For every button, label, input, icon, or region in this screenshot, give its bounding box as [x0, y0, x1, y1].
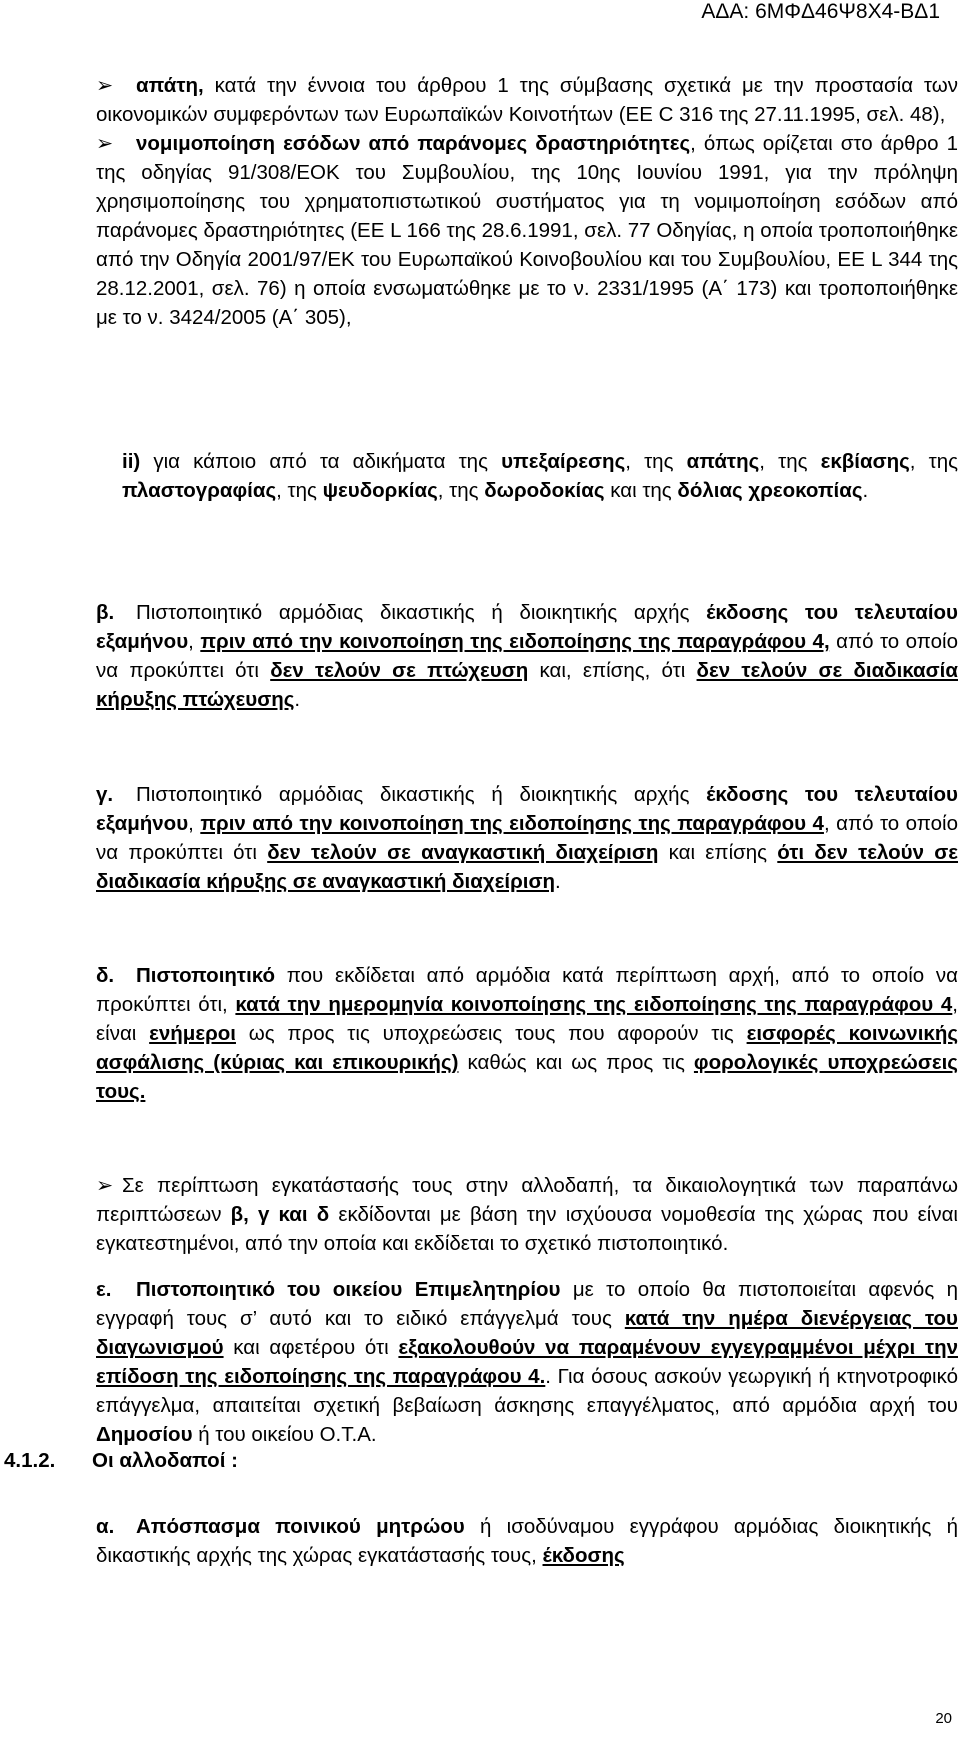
- clause-label: ii): [122, 450, 141, 473]
- text-run: ως προς τις υποχρεώσεις τους που αφορούν τις: [235, 1022, 747, 1045]
- text-run: και αφετέρου ότι: [223, 1336, 399, 1359]
- text-run: ή ισοδύναμου εγγράφου αρμόδιας διοικητικής ή δικαστικής αρχής της χώρας εγκατάστασής τους,: [96, 1515, 958, 1567]
- section-number: 4.1.2.: [4, 1449, 56, 1472]
- text-run: Πιστοποιητικό αρμόδιας δικαστικής ή διοικητικής αρχής: [136, 601, 707, 624]
- paragraph-beta: [96, 598, 958, 714]
- emphasis-run: έκδοσης του τελευταίου εξαμήνου: [96, 601, 958, 653]
- emphasis-run: Απόσπασμα ποινικού μητρώου: [136, 1515, 465, 1538]
- paragraph-label: δ.: [96, 964, 115, 987]
- text-run: , της: [759, 450, 821, 473]
- paragraph-gamma: [96, 780, 958, 896]
- paragraph-label: α.: [96, 1515, 115, 1538]
- underlined-emphasis: δεν τελούν σε αναγκαστική διαχείριση: [267, 841, 659, 864]
- text-run: Πιστοποιητικό αρμόδιας δικαστικής ή διοικητικής αρχής: [136, 783, 707, 806]
- section-title: Οι αλλοδαποί :: [92, 1449, 238, 1472]
- text-run: .: [862, 479, 869, 502]
- offence-term: υπεξαίρεσης: [501, 450, 626, 473]
- text-run: ή του οικείου Ο.Τ.Α.: [192, 1423, 377, 1446]
- item-text: , όπως ορίζεται στο άρθρο 1 της οδηγίας 91/308/ΕΟΚ του Συμβουλίου, της 10ης Ιουνίου 1991, για την πρόληψη χρησιμοποίησης του χρηματοπιστωτικού συστήματος για τη νομιμοποίηση εσόδων από παράνομες δραστηριότητες (ΕΕ L 166 της 28.6.1991, σελ. 77 Οδηγίας, η οποία τροποποιήθηκε από την Οδηγία 2001/97/ΕΚ του Ευρωπαϊκού Κοινοβουλίου και του Συμβουλίου, ΕΕ L 344 της 28.12.2001, σελ. 76) η οποία ενσωματώθηκε με το ν. 2331/1995 (Α΄ 173) και τροποποιήθηκε με το ν. 3424/2005 (Α΄ 305),: [96, 132, 958, 329]
- text-run: , της: [625, 450, 687, 473]
- text-run: για κάποιο από τα αδικήματα της: [140, 450, 502, 473]
- item-term: απάτη,: [136, 74, 204, 97]
- underlined-emphasis: πριν από την κοινοποίηση της ειδοποίησης της παραγράφου 4,: [200, 630, 830, 653]
- bullet-item-foreign-establishment: [96, 1171, 958, 1258]
- text-run: . Για όσους ασκούν γεωργική ή κτηνοτροφικό επάγγελμα, απαιτείται σχετική βεβαίωση άσκησης επαγγέλματος, από αρμόδια αρχή του: [96, 1365, 959, 1417]
- text-run: , της: [276, 479, 323, 502]
- arrowhead-bullet-icon: ➢: [96, 74, 114, 97]
- item-text: κατά την έννοια του άρθρου 1 της σύμβασης σχετικά με την προστασία των οικονομικών συμφερόντων των Ευρωπαϊκών Κοινοτήτων (ΕΕ C 316 της 27.11.1995, σελ. 48),: [96, 74, 958, 126]
- offence-term: ψευδορκίας: [322, 479, 438, 502]
- section-heading: [4, 1449, 238, 1473]
- text-run: και επίσης: [658, 841, 778, 864]
- offence-term: απάτης: [686, 450, 760, 473]
- text-run: με το οποίο θα πιστοποιείται αφενός η εγγραφή τους σ’ αυτό και το ειδικό επάγγελμά τους: [96, 1278, 958, 1330]
- underlined-emphasis: έκδοσης: [542, 1544, 625, 1567]
- item-term: νομιμοποίηση εσόδων από παράνομες δραστηριότητες: [136, 132, 691, 155]
- text-run: , είναι: [96, 993, 958, 1045]
- emphasis-run: Πιστοποιητικό: [136, 964, 276, 987]
- arrowhead-bullet-icon: ➢: [96, 132, 114, 155]
- text-run: , από το οποίο να προκύπτει ότι: [96, 812, 958, 864]
- paragraph-label: γ.: [96, 783, 114, 806]
- text-run: και της: [604, 479, 678, 502]
- offence-term: δωροδοκίας: [484, 479, 605, 502]
- paragraph-alpha: [96, 1512, 958, 1570]
- underlined-emphasis: πριν από την κοινοποίηση της ειδοποίησης της παραγράφου 4: [200, 812, 824, 835]
- emphasis-run: Δημοσίου: [96, 1423, 193, 1446]
- text-run: από το οποίο να προκύπτει ότι: [96, 630, 958, 682]
- text-run: Σε περίπτωση εγκατάστασής τους στην αλλοδαπή, τα δικαιολογητικά των παραπάνω περιπτώσεων: [96, 1174, 958, 1226]
- underlined-emphasis: εισφορές κοινωνικής ασφάλισης (κύριας και επικουρικής): [96, 1022, 958, 1074]
- text-run: εκδίδονται με βάση την ισχύουσα νομοθεσία της χώρας που είναι εγκατεστημένοι, από την οποία και εκδίδεται το σχετικό πιστοποιητικό.: [96, 1203, 958, 1255]
- offence-term: εκβίασης: [820, 450, 910, 473]
- bullet-item-fraud: [96, 71, 958, 129]
- text-run: ,: [188, 812, 201, 835]
- clause-ii: [122, 447, 958, 505]
- underlined-emphasis: κατά την ημερομηνία κοινοποίησης της ειδοποίησης της παραγράφου 4: [235, 993, 953, 1016]
- text-run: ,: [188, 630, 201, 653]
- text-run: καθώς και ως προς τις: [458, 1051, 694, 1074]
- emphasis-run: Πιστοποιητικό του οικείου Επιμελητηρίου: [136, 1278, 561, 1301]
- text-run: , της: [437, 479, 485, 502]
- text-run: που εκδίδεται από αρμόδια κατά περίπτωση αρχή, από το οποίο να προκύπτει ότι,: [96, 964, 958, 1016]
- paragraph-label: ε.: [96, 1278, 112, 1301]
- paragraph-label: β.: [96, 601, 115, 624]
- text-run: , της: [909, 450, 959, 473]
- offence-term: δόλιας χρεοκοπίας: [677, 479, 863, 502]
- bullet-item-money-laundering: [96, 129, 958, 332]
- text-run: .: [555, 870, 561, 893]
- document-id-header: ΑΔΑ: 6ΜΦΔ46Ψ8Χ4-ΒΔ1: [701, 0, 940, 23]
- underlined-emphasis: ότι δεν τελούν σε διαδικασία κήρυξης σε αναγκαστική διαχείριση: [96, 841, 959, 893]
- paragraph-epsilon: [96, 1275, 958, 1449]
- underlined-emphasis: φορολογικές υποχρεώσεις τους.: [96, 1051, 958, 1103]
- text-run: και, επίσης, ότι: [528, 659, 697, 682]
- text-run: .: [294, 688, 301, 711]
- paragraph-delta: [96, 961, 958, 1106]
- page-number: 20: [935, 1710, 952, 1727]
- underlined-emphasis: δεν τελούν σε διαδικασία κήρυξης πτώχευσης: [96, 659, 958, 711]
- underlined-emphasis: εξακολουθούν να παραμένουν εγγεγραμμένοι μέχρι την επίδοση της ειδοποίησης της παραγράφου 4.: [96, 1336, 958, 1388]
- emphasis-run: έκδοσης του τελευταίου εξαμήνου: [96, 783, 958, 835]
- underlined-emphasis: δεν τελούν σε πτώχευση: [270, 659, 529, 682]
- arrowhead-bullet-icon: ➢: [96, 1174, 114, 1197]
- offence-term: πλαστογραφίας: [122, 479, 277, 502]
- emphasis-run: β, γ και δ: [230, 1203, 330, 1226]
- underlined-emphasis: κατά την ημέρα διενέργειας του διαγωνισμού: [96, 1307, 958, 1359]
- underlined-emphasis: ενήμεροι: [149, 1022, 236, 1045]
